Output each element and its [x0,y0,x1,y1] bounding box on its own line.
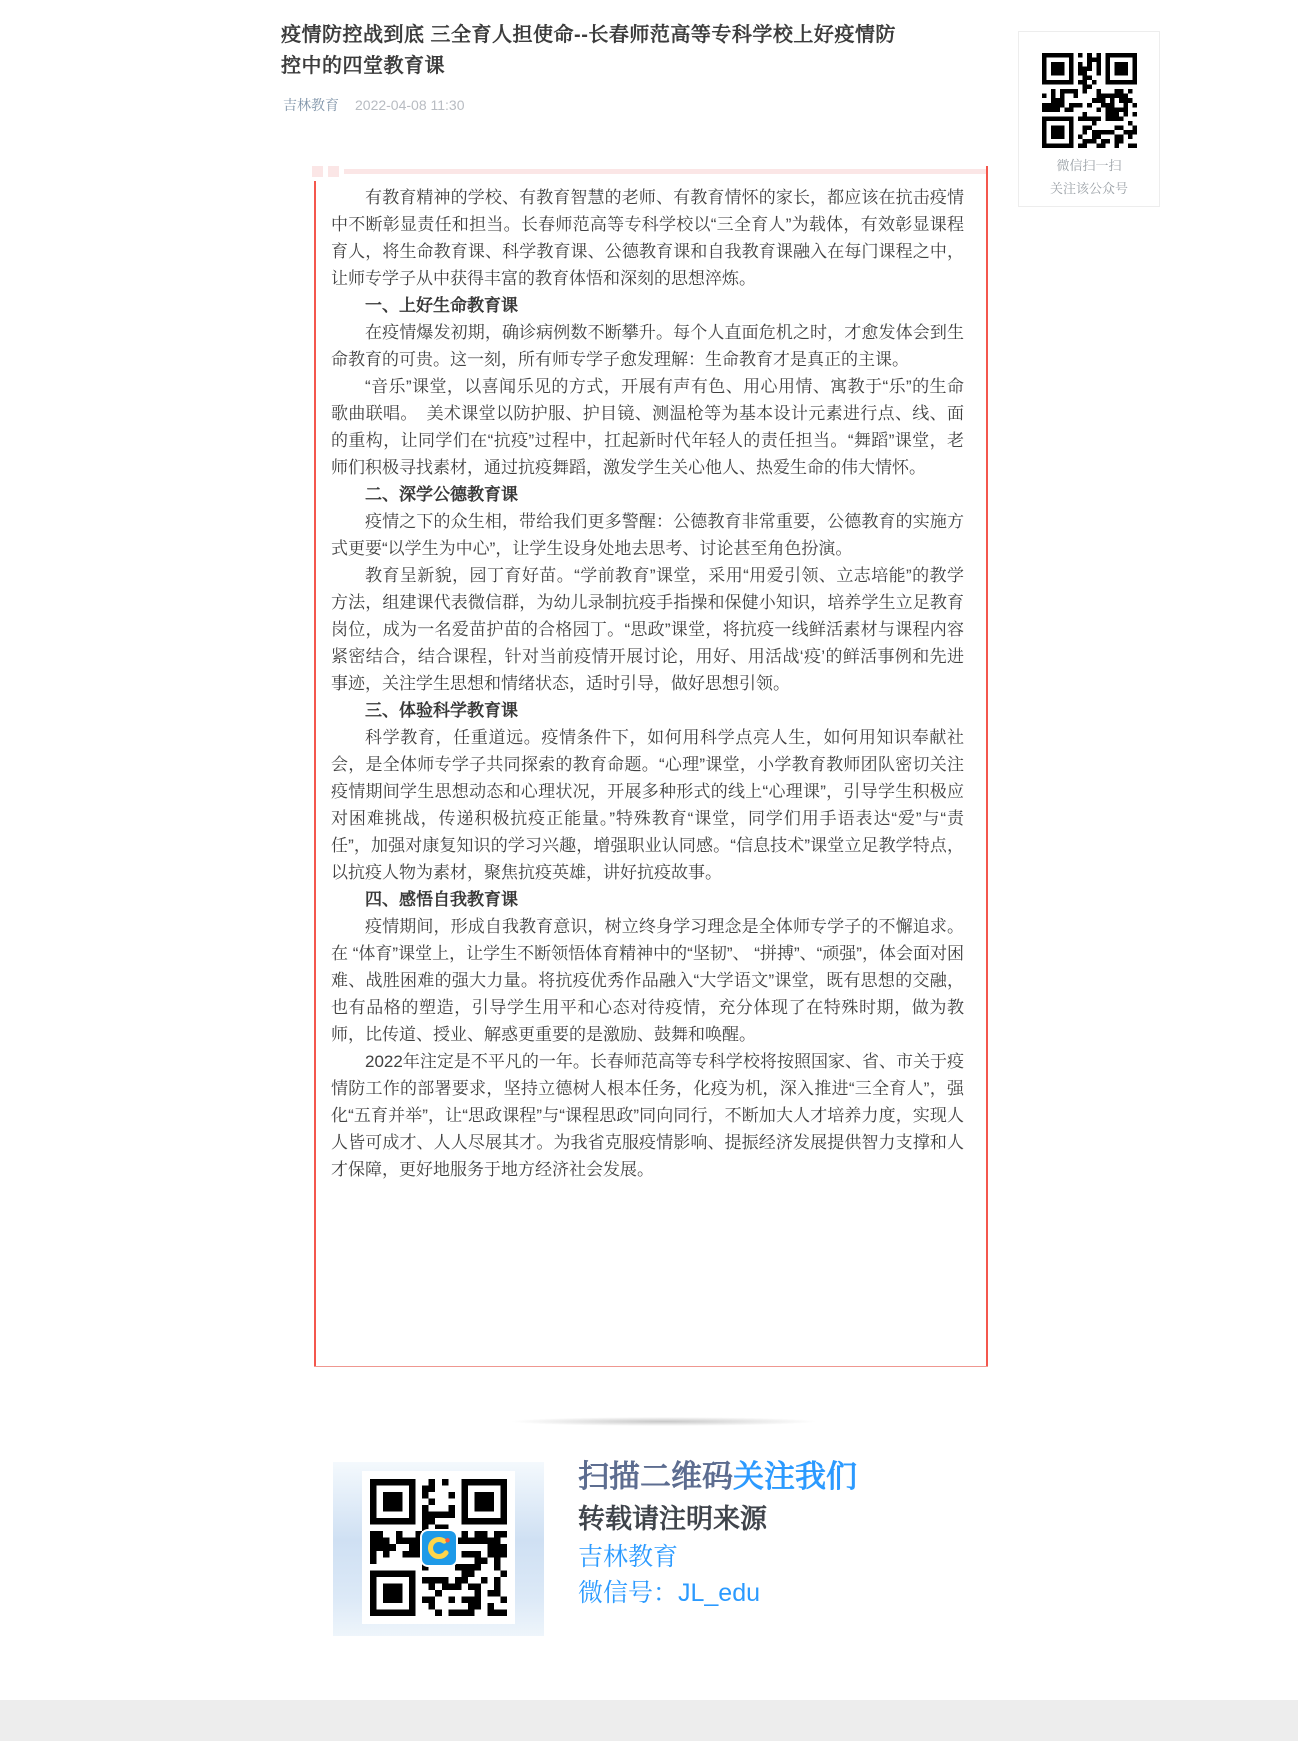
jilin-education-logo-icon [420,1529,458,1567]
paragraph: 教育呈新貌，园丁育好苗。“学前教育”课堂，采用“用爱引领、立志培能”的教学方法，组建课代表微信群，为幼儿录制抗疫手指操和保健小知识，培养学生立足教育岗位，成为一名爱苗护苗的合格园丁。“思政”课堂，将抗疫一线鲜活素材与课程内容紧密结合，结合课程，针对当前疫情开展讨论，用好、用活战‘疫’的鲜活事例和先进事迹，关注学生思想和情绪状态，适时引导，做好思想引领。 [331,566,964,693]
follow-us-label: 关注我们 [733,1459,857,1494]
footer-qr-panel [333,1462,544,1636]
footer-qr-code-icon [362,1471,515,1624]
deco-square-1 [312,166,323,177]
paragraph: “音乐”课堂，以喜闻乐见的方式，开展有声有色、用心用情、寓教于“乐”的生命歌曲联唱。 美术课堂以防护服、护目镜、测温枪等为基本设计元素进行点、线、面的重构，让同学们在“抗疫”过程中，扛起新时代年轻人的责任担当。“舞蹈”课堂，老师们积极寻找素材，通过抗疫舞蹈，激发学生关心他人、热爱生命的伟大情怀。 [331,377,964,477]
footer-wechat-id: 微信号：JL_edu [578,1579,761,1607]
wechat-qr-code-icon [1042,53,1137,148]
footer-headline [578,1458,857,1496]
article-frame-right-border [986,166,988,1367]
page-title: 疫情防控战到底 三全育人担使命--长春师范高等专科学校上好疫情防控中的四堂教育课 [281,24,896,77]
deco-top-bar [344,169,986,174]
scan-qr-label: 扫描二维码 [578,1459,733,1494]
paragraph: 2022年注定是不平凡的一年。长春师范高等专科学校将按照国家、省、市关于疫情防工作的部署要求，坚持立德树人根本任务，化疫为机，深入推进“三全育人”，强化“五育并举”，让“思政课程”与“课程思政”同向同行，不断加大人才培养力度，实现人人皆可成才、人人尽展其才。为我省克服疫情影响、提振经济发展提供智力支撑和人才保障，更好地服务于地方经济社会发展。 [331,1052,964,1179]
paragraph: 疫情之下的众生相，带给我们更多警醒：公德教育非常重要，公德教育的实施方式更要“以学生为中心”，让学生设身处地去思考、讨论甚至角色扮演。 [331,512,964,558]
paragraph: 疫情期间，形成自我教育意识，树立终身学习理念是全体师专学子的不懈追求。在 “体育”课堂上，让学生不断领悟体育精神中的“坚韧”、 “拼搏”、“顽强”，体会面对困难、战胜困难的强大力量。将抗疫优秀作品融入“大学语文”课堂，既有思想的交融，也有品格的塑造，引导学生用平和心态对待疫情，充分体现了在特殊时期，做为教师，比传道、授业、解惑更重要的是激励、鼓舞和唤醒。 [331,917,964,1044]
footer-account-name: 吉林教育 [578,1543,679,1571]
article-frame-bottom-border [314,1366,988,1367]
article-meta [283,96,465,114]
section-heading-1: 一、上好生命教育课 [365,296,518,315]
paragraph: 在疫情爆发初期，确诊病例数不断攀升。每个人直面危机之时，才愈发体会到生命教育的可贵。这一刻，所有师专学子愈发理解：生命教育才是真正的主课。 [331,323,964,369]
publish-date: 2022-04-08 11:30 [355,97,465,113]
article-frame-left-border [314,181,316,1367]
article-body [331,184,964,1183]
section-heading-4: 四、感悟自我教育课 [365,890,518,909]
section-heading-2: 二、深学公德教育课 [365,485,518,504]
follow-qr-card [1018,31,1160,207]
section-divider-shadow [451,1415,876,1428]
paragraph: 有教育精神的学校、有教育智慧的老师、有教育情怀的家长，都应该在抗击疫情中不断彰显责任和担当。长春师范高等专科学校以“三全育人”为载体，有效彰显课程育人，将生命教育课、科学教育课、公德教育课和自我教育课融入在每门课程之中，让师专学子从中获得丰富的教育体悟和深刻的思想淬炼。 [331,188,964,288]
source-link[interactable]: 吉林教育 [283,97,339,113]
paragraph: 科学教育，任重道远。疫情条件下，如何用科学点亮人生，如何用知识奉献社会，是全体师专学子共同探索的教育命题。“心理”课堂，小学教育教师团队密切关注疫情期间学生思想动态和心理状况，开展多种形式的线上“心理课”，引导学生积极应对困难挑战，传递积极抗疫正能量。”特殊教育“课堂，同学们用手语表达“爱”与“责任”，加强对康复知识的学习兴趣，增强职业认同感。“信息技术”课堂立足教学特点，以抗疫人物为素材，聚焦抗疫英雄，讲好抗疫故事。 [331,728,964,882]
qr-caption-line1: 微信扫一扫 [1056,158,1122,173]
bottom-gray-bar [0,1700,1298,1741]
repost-note: 转载请注明来源 [578,1504,767,1534]
section-heading-3: 三、体验科学教育课 [365,701,518,720]
qr-caption-line2: 关注该公众号 [1049,181,1128,196]
deco-square-2 [328,166,339,177]
